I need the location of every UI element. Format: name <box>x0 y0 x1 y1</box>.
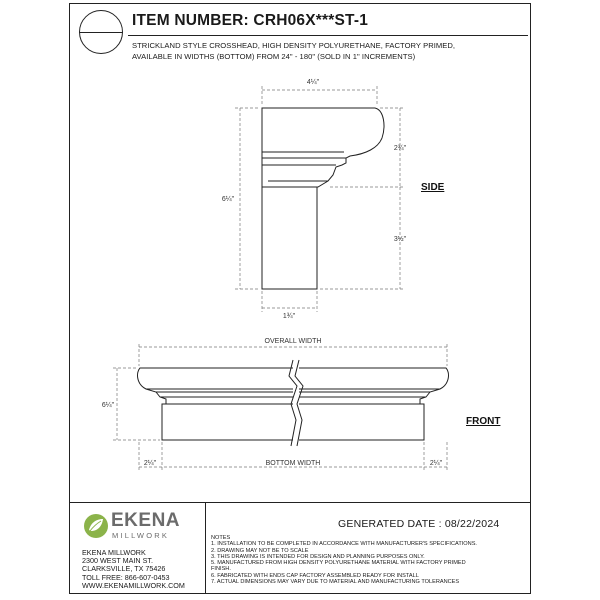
company-name: EKENA MILLWORK <box>82 548 146 557</box>
front-dim-height-text: 6¼" <box>101 402 115 409</box>
notes-title: NOTES <box>211 535 231 541</box>
leaf-logo-icon <box>83 513 109 539</box>
front-cap-left-left <box>138 368 293 404</box>
front-body-left <box>162 404 293 440</box>
brand-name: EKENA <box>111 510 181 531</box>
company-phone: TOLL FREE: 866-607-0453 <box>82 572 170 582</box>
generated-date: GENERATED DATE : 08/22/2024 <box>338 518 500 530</box>
side-dim-lower-height-text: 3½" <box>393 236 407 243</box>
note-item: 7. ACTUAL DIMENSIONS MAY VARY DUE TO MATERIAL AND MANUFACTURING TOLERANCES <box>211 579 460 586</box>
front-dim-left-overhang-text: 2¼" <box>143 460 157 467</box>
side-dim-upper-height-text: 2¾" <box>393 145 407 152</box>
side-dim-total-height-text: 6¼" <box>221 196 235 203</box>
note-item: FINISH. <box>211 566 231 573</box>
side-lower-body <box>262 187 317 289</box>
front-overall-width-text: OVERALL WIDTH <box>264 338 322 345</box>
company-website: WWW.EKENAMILLWORK.COM <box>82 580 185 590</box>
brand-subtitle: MILLWORK <box>112 531 170 540</box>
side-crown-outline <box>262 108 384 187</box>
side-dim-top-width-text: 4¼" <box>306 79 320 86</box>
front-view-label: FRONT <box>466 416 501 427</box>
front-body-right <box>299 404 424 440</box>
company-address <box>82 549 185 590</box>
note-item: 6. FABRICATED WITH ENDS CAP FACTORY ASSEMBLED READY FOR INSTALL <box>211 572 419 579</box>
front-view-dimensions <box>113 344 447 470</box>
note-item: 1. INSTALLATION TO BE COMPLETED IN ACCORDANCE WITH MANUFACTURER'S SPECIFICATIONS. <box>211 541 477 548</box>
note-item: 3. THIS DRAWING IS INTENDED FOR DESIGN AND PLANNING PURPOSES ONLY. <box>211 553 425 560</box>
side-view-profile <box>262 108 384 289</box>
side-dim-bottom-depth-text: 1¾" <box>282 313 296 320</box>
note-item: 5. MANUFACTURED FROM HIGH DENSITY POLYURETHANE MATERIAL WITH FACTORY PRIMED <box>211 560 466 567</box>
footer-vertical-divider <box>205 502 206 593</box>
front-dim-right-overhang-text: 2¼" <box>429 460 443 467</box>
notes-block <box>211 535 477 585</box>
front-cap-right <box>299 368 448 404</box>
front-view-profile <box>138 360 449 446</box>
description-line-2: AVAILABLE IN WIDTHS (BOTTOM) FROM 24" - 180" (SOLD IN 1" INCREMENTS) <box>132 51 416 61</box>
front-bottom-width-text: BOTTOM WIDTH <box>265 460 321 467</box>
company-street: 2300 WEST MAIN ST. <box>82 556 153 566</box>
footer-divider <box>69 502 531 503</box>
item-number-title: ITEM NUMBER: CRH06X***ST-1 <box>132 12 369 29</box>
description-line-1: STRICKLAND STYLE CROSSHEAD, HIGH DENSITY POLYURETHANE, FACTORY PRIMED, <box>132 41 456 50</box>
side-view-label: SIDE <box>421 182 445 193</box>
note-item: 2. DRAWING MAY NOT BE TO SCALE <box>211 547 309 554</box>
side-view-dimensions <box>235 86 405 312</box>
front-break-right <box>295 360 303 446</box>
company-city: CLARKSVILLE, TX 75426 <box>82 564 166 574</box>
